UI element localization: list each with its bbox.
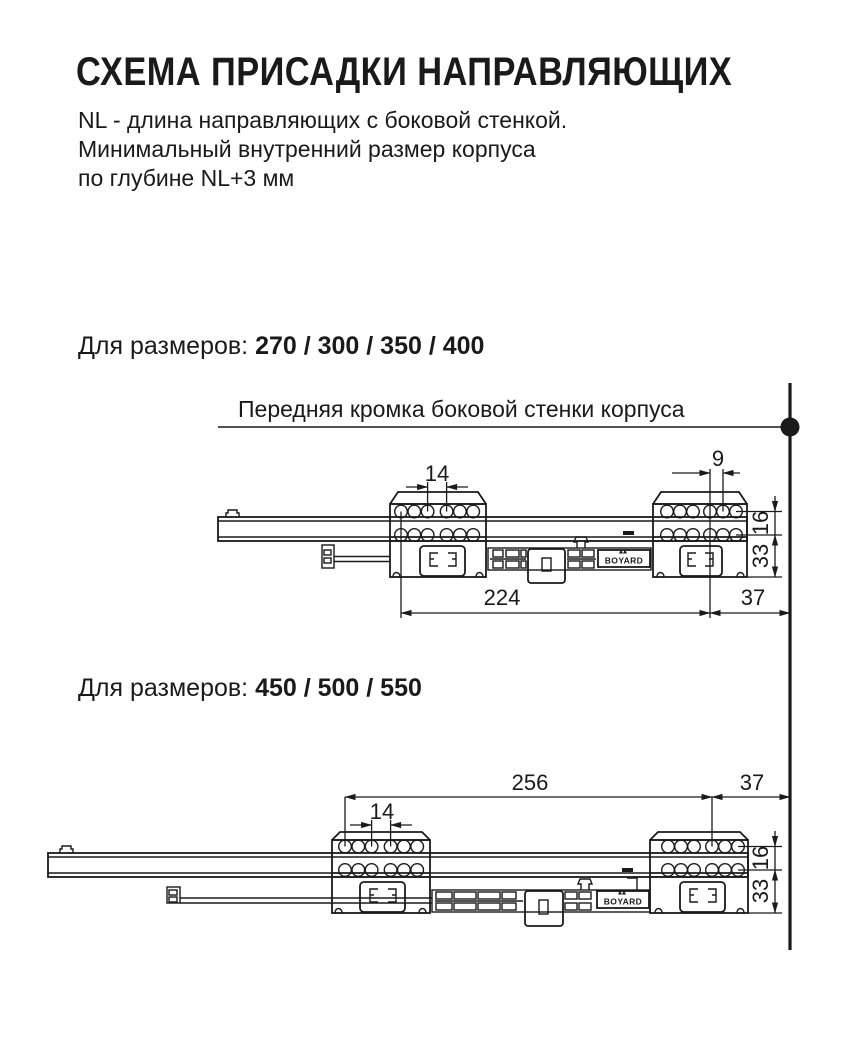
adjust-pin <box>578 879 592 890</box>
latch-mark <box>622 868 633 872</box>
front-edge-dot <box>781 418 800 437</box>
mount-holes <box>339 840 424 876</box>
lock-lever <box>528 549 565 583</box>
latch-mark <box>623 531 634 535</box>
section1-prefix: Для размеров: <box>78 332 249 360</box>
release-clip <box>360 882 405 912</box>
dim-hole-gap: 14 <box>369 799 395 824</box>
intro-line-3: по глубине NL+3 мм <box>78 165 295 191</box>
adjust-pin <box>574 537 588 548</box>
front-bracket <box>650 832 748 913</box>
dim-front-offset: 37 <box>739 770 765 795</box>
dim-bottom-offset: 33 <box>748 543 773 569</box>
rear-bracket <box>390 492 486 577</box>
release-clip <box>680 546 722 576</box>
mount-holes <box>662 840 745 876</box>
front-bracket <box>653 492 747 577</box>
intro-line-1: NL - длина направляющих с боковой стенкой. <box>78 107 568 133</box>
lock-lever <box>525 891 563 926</box>
dim-row-gap: 16 <box>748 510 773 536</box>
brand-logo-text: BOYARD <box>604 555 644 566</box>
page-title: СХЕМА ПРИСАДКИ НАПРАВЛЯЮЩИХ <box>76 50 733 94</box>
brand-logo-text: BOYARD <box>603 896 643 907</box>
rail-lower-member <box>322 545 390 568</box>
slide-mechanism <box>488 531 651 583</box>
rear-bracket <box>332 832 430 913</box>
front-edge-label: Передняя кромка боковой стенки корпуса <box>238 396 685 422</box>
rail-hook <box>60 846 73 853</box>
latch-step <box>627 878 637 890</box>
dim-hole-pitch: 9 <box>711 446 725 471</box>
intro-line-2: Минимальный внутренний размер корпуса <box>78 136 536 162</box>
dim-back-span: 256 <box>511 770 549 795</box>
dim-back-span: 224 <box>483 585 521 610</box>
section2-sizes: 450 / 500 / 550 <box>255 674 422 702</box>
release-clip <box>420 546 465 576</box>
mount-holes <box>661 505 743 541</box>
dim-row-gap: 16 <box>748 845 773 871</box>
section1-sizes: 270 / 300 / 350 / 400 <box>255 332 485 360</box>
section2-prefix: Для размеров: <box>78 674 249 702</box>
dim-bottom-offset: 33 <box>748 878 773 904</box>
dim-hole-gap: 14 <box>424 461 450 486</box>
dimensions <box>401 446 790 618</box>
rail-hook <box>226 510 239 517</box>
dim-front-offset: 37 <box>740 585 766 610</box>
drawing-slide-270-400 <box>190 440 810 650</box>
mount-holes <box>395 505 480 541</box>
drawing-slide-450-550 <box>30 760 820 960</box>
release-clip <box>680 882 725 912</box>
